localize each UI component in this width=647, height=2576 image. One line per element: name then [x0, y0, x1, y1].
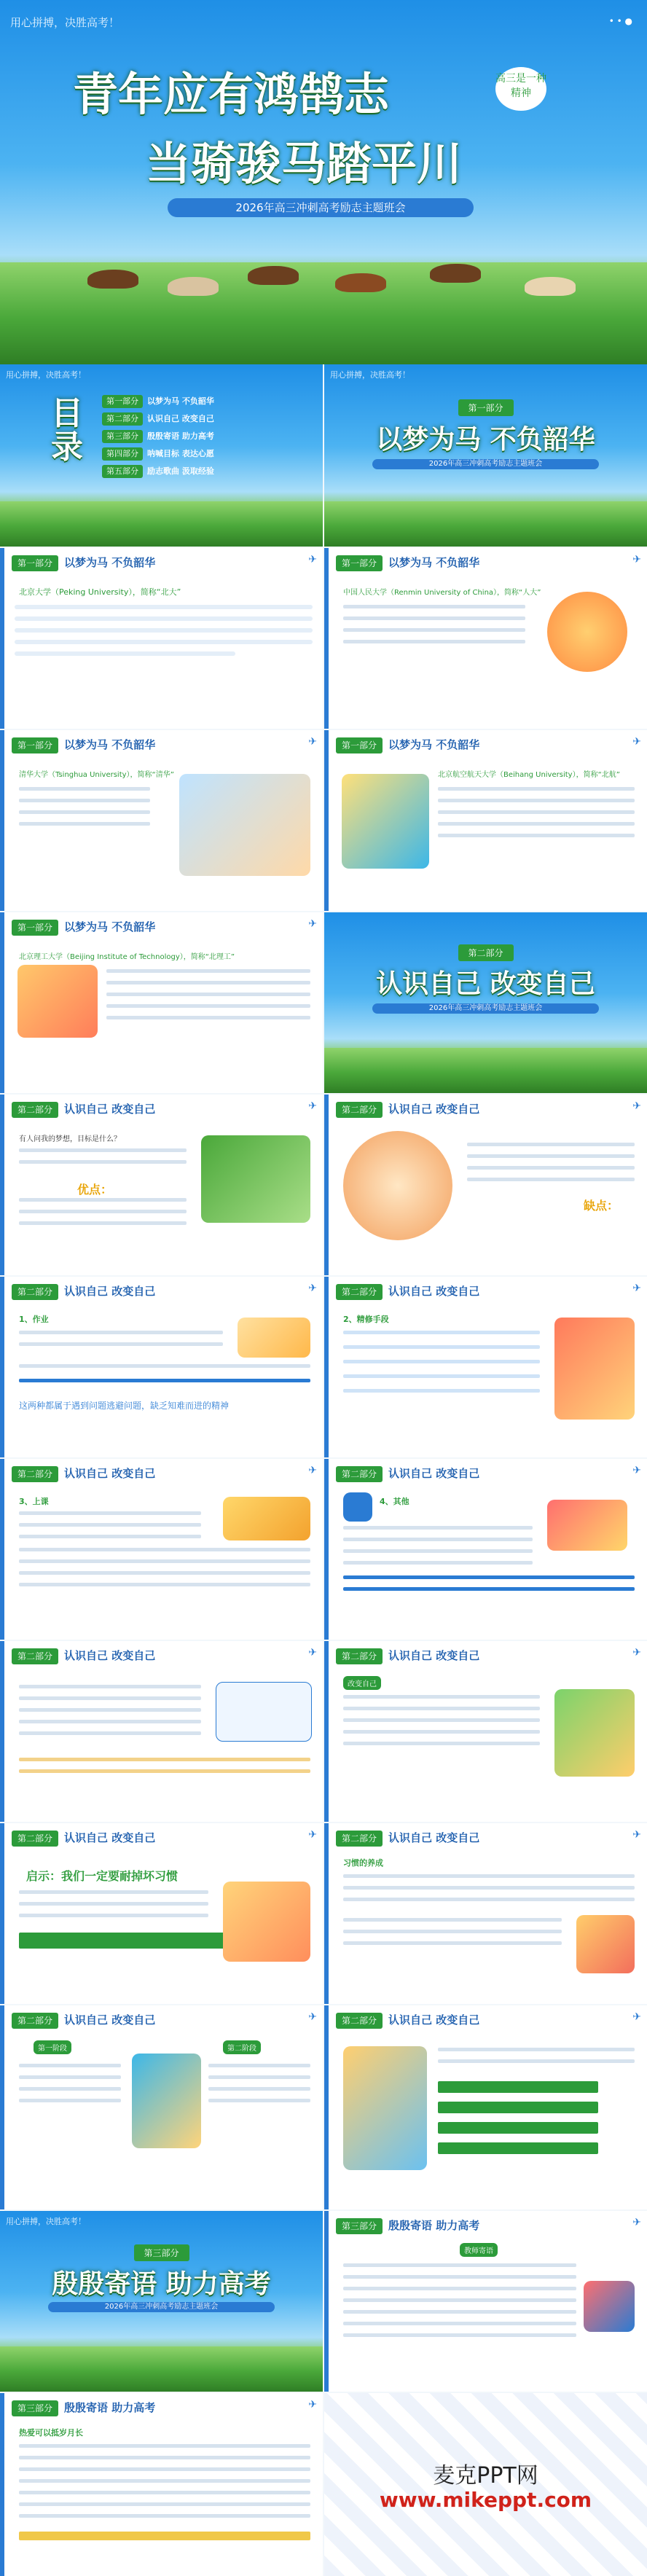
text-line — [19, 1758, 310, 1761]
text-line — [19, 1221, 187, 1225]
section-subtitle: 2026年高三冲刺高考励志主题班会 — [48, 2302, 274, 2312]
text-line — [343, 1538, 533, 1541]
part-tag: 第二部分 — [336, 1831, 383, 1847]
text-line — [343, 1930, 562, 1933]
text-line — [19, 2491, 310, 2494]
text-line — [343, 1360, 540, 1363]
text-line — [438, 2142, 598, 2154]
section-part-label: 第一部分 — [458, 399, 513, 416]
slide-title: 认识自己 改变自己 — [64, 1467, 156, 1480]
part-tag: 第二部分 — [336, 1466, 383, 1482]
slide-lead: 热爱可以抵岁月长 — [19, 2428, 83, 2438]
slide-lead: 2、精修手段 — [343, 1315, 389, 1324]
swirl-icon: ✈ — [632, 736, 641, 748]
slide-title: 认识自己 改变自己 — [64, 1103, 156, 1116]
hero-title-line1: 青年应有鸿鹄志 — [73, 68, 390, 121]
content-slide — [0, 912, 323, 1093]
grass-field — [0, 2346, 323, 2392]
section-subtitle: 2026年高三冲刺高考励志主题班会 — [372, 1003, 598, 1014]
text-line — [438, 810, 635, 814]
part-tag: 第二部分 — [12, 1466, 58, 1482]
text-line — [438, 2081, 598, 2093]
study-desk-illustration — [238, 1318, 310, 1358]
horse-illustration — [335, 273, 386, 292]
slide-lead: 4、其他 — [380, 1497, 409, 1506]
text-line — [19, 1914, 208, 1917]
swirl-icon: ✈ — [632, 1283, 641, 1294]
text-line — [19, 1379, 310, 1382]
swirl-icon: ✈ — [308, 2011, 317, 2023]
hero-title-line2: 当骑骏马踏平川 — [146, 137, 463, 190]
text-line — [467, 1178, 635, 1181]
text-line — [467, 1166, 635, 1170]
swirl-icon: ✈ — [308, 918, 317, 930]
toc-item[interactable]: 第五部分 励志歌曲 汲取经验 — [102, 465, 214, 478]
slide-lead: 3、上课 — [19, 1497, 49, 1506]
phase-one-label: 第一阶段 — [34, 2040, 71, 2054]
swirl-icon: ✈ — [308, 1465, 317, 1476]
text-line — [15, 651, 235, 656]
reading-illustration — [179, 774, 310, 876]
slide-title: 认识自己 改变自己 — [64, 2013, 156, 2027]
swirl-icon: ✈ — [308, 1100, 317, 1112]
toc-item[interactable]: 第二部分 认识自己 改变自己 — [102, 412, 214, 426]
text-line — [343, 2310, 576, 2314]
content-slide — [324, 1095, 647, 1275]
part-tag: 第一部分 — [336, 555, 383, 571]
text-line — [343, 1918, 562, 1922]
content-slide — [324, 1641, 647, 1822]
text-line — [343, 628, 525, 632]
running-boy-illustration — [132, 2054, 201, 2148]
text-line — [19, 1331, 223, 1334]
text-line — [343, 1549, 533, 1553]
toc-slide — [0, 364, 323, 547]
text-line — [19, 1933, 238, 1949]
horse-illustration — [430, 264, 481, 283]
text-line — [19, 2456, 310, 2459]
text-line — [467, 1143, 635, 1146]
text-line — [343, 640, 525, 643]
ruler-illustration — [223, 1497, 310, 1540]
toc-item[interactable]: 第一部分 以梦为马 不负韶华 — [102, 395, 214, 408]
text-line — [343, 2275, 576, 2279]
text-line — [208, 2075, 310, 2079]
text-line — [19, 1571, 310, 1575]
slide-lead: 改变自己 — [343, 1676, 381, 1690]
text-line — [19, 1902, 208, 1906]
text-line — [343, 2333, 576, 2337]
swirl-icon: ✈ — [632, 554, 641, 565]
swirl-icon: ✈ — [308, 1829, 317, 1841]
text-line — [19, 1559, 310, 1563]
strength-label: 优点： — [77, 1183, 113, 1197]
hero-slide — [0, 0, 647, 364]
swirl-icon: ✈ — [632, 2011, 641, 2023]
text-line — [15, 640, 313, 644]
text-line — [19, 1731, 201, 1735]
text-line — [19, 787, 150, 791]
part-tag: 第二部分 — [12, 2013, 58, 2029]
text-line — [19, 1342, 223, 1346]
text-line — [438, 834, 635, 837]
part-tag: 第二部分 — [12, 1648, 58, 1664]
text-line — [15, 605, 313, 609]
swirl-icon: ✈ — [632, 1465, 641, 1476]
text-line — [343, 2322, 576, 2325]
slide-footnote: 这两种都属于遇到问题逃避问题，缺乏知难而进的精神 — [19, 1401, 230, 1411]
text-line — [438, 822, 635, 826]
part-tag: 第二部分 — [336, 1102, 383, 1118]
content-slide — [0, 1459, 323, 1640]
text-line — [19, 2064, 121, 2067]
text-line — [208, 2087, 310, 2091]
slide-title: 认识自己 改变自己 — [388, 1103, 480, 1116]
slide-title: 认识自己 改变自己 — [64, 1649, 156, 1662]
text-line — [343, 1886, 635, 1890]
section-subtitle: 2026年高三冲刺高考励志主题班会 — [372, 459, 598, 469]
text-line — [438, 799, 635, 802]
text-line — [106, 969, 310, 973]
text-line — [208, 2099, 310, 2102]
girl-reading-illustration — [343, 1131, 452, 1240]
text-line — [19, 1708, 201, 1712]
text-line — [467, 1154, 635, 1158]
content-slide — [0, 2393, 323, 2576]
text-line — [343, 2298, 576, 2302]
text-line — [19, 2099, 121, 2102]
content-slide — [0, 1277, 323, 1457]
text-line — [343, 1695, 540, 1699]
slide-lead: 北京航空航天大学（Beihang University），简称“北航” — [438, 771, 620, 779]
content-slide — [324, 1459, 647, 1640]
content-slide — [324, 2005, 647, 2209]
slide-header: 用心拼搏，决胜高考！ — [6, 370, 86, 380]
part-tag: 第二部分 — [336, 2013, 383, 2029]
text-line — [343, 1561, 533, 1565]
text-line — [15, 628, 313, 633]
text-line — [106, 993, 310, 996]
slide-title: 殷殷寄语 助力高考 — [64, 2401, 156, 2414]
text-line — [343, 1526, 533, 1530]
text-line — [19, 1720, 201, 1723]
graduation-cap-illustration — [201, 1135, 310, 1223]
text-line — [343, 1345, 540, 1349]
stacked-books-illustration — [554, 1689, 635, 1777]
section-title: 以梦为马 不负韶华 — [376, 424, 595, 455]
text-line — [343, 1941, 562, 1945]
part-tag: 第一部分 — [12, 555, 58, 571]
text-line — [343, 1331, 540, 1334]
text-line — [19, 1198, 187, 1202]
section-title: 认识自己 改变自己 — [376, 968, 595, 999]
window-dots: • • ● — [608, 16, 632, 26]
kid-holding-book-illustration — [223, 1882, 310, 1962]
slide-title: 认识自己 改变自己 — [388, 2013, 480, 2027]
grass-field — [0, 501, 323, 547]
swirl-icon: ✈ — [632, 1829, 641, 1841]
text-line — [438, 2048, 635, 2051]
watermark-panel — [324, 2393, 647, 2576]
slide-lead: 1、作业 — [19, 1315, 49, 1324]
text-line — [19, 1583, 310, 1586]
swirl-icon: ✈ — [308, 1283, 317, 1294]
text-line — [19, 822, 150, 826]
hero-badge: 高三是一种精神 — [495, 67, 546, 111]
text-line — [19, 2467, 310, 2471]
weakness-label: 缺点： — [584, 1199, 619, 1213]
text-line — [106, 1016, 310, 1019]
slide-title: 殷殷寄语 助力高考 — [388, 2219, 480, 2232]
content-slide — [324, 2211, 647, 2392]
text-line — [19, 2444, 310, 2448]
text-line — [343, 2287, 576, 2290]
part-tag: 第二部分 — [12, 1831, 58, 1847]
swirl-icon: ✈ — [308, 736, 317, 748]
text-line — [19, 1210, 187, 1213]
slide-title: 以梦为马 不负韶华 — [64, 556, 156, 569]
part-tag: 第二部分 — [336, 1648, 383, 1664]
hero-subtitle: 2026年高三冲刺高考励志主题班会 — [168, 198, 474, 217]
pencil-illustration — [584, 2281, 635, 2332]
part-tag: 第二部分 — [12, 1102, 58, 1118]
text-line — [343, 2263, 576, 2267]
content-slide — [0, 2005, 323, 2209]
brand-url[interactable]: www.mikeppt.com — [379, 2488, 592, 2512]
slide-lead: 北京理工大学（Beijing Institute of Technology），简称“北理工” — [19, 953, 235, 961]
horse-illustration — [248, 266, 299, 285]
text-line — [438, 2102, 598, 2113]
pencil-illustration — [547, 1500, 627, 1551]
swirl-icon: ✈ — [632, 2217, 641, 2228]
text-line — [343, 1730, 540, 1734]
slide-header: 用心拼搏，决胜高考！ — [6, 2217, 86, 2226]
section-part-label: 第二部分 — [458, 944, 513, 961]
part-tag: 第一部分 — [336, 737, 383, 753]
grass-field — [324, 1048, 647, 1093]
swirl-icon: ✈ — [632, 1100, 641, 1112]
slide-title: 以梦为马 不负韶华 — [64, 738, 156, 751]
text-line — [19, 2502, 310, 2506]
slide-lead: 北京大学（Peking University），简称“北大” — [19, 587, 181, 597]
text-line — [106, 981, 310, 984]
slide-lead: 清华大学（Tsinghua University），简称“清华” — [19, 771, 174, 779]
text-line — [19, 1890, 208, 1894]
part-tag: 第三部分 — [12, 2400, 58, 2416]
books-illustration — [342, 774, 429, 869]
text-line — [19, 1511, 201, 1515]
section-title: 殷殷寄语 助力高考 — [52, 2268, 271, 2299]
text-line — [19, 2075, 121, 2079]
text-line — [19, 810, 150, 814]
text-line — [343, 1587, 635, 1591]
text-line — [19, 799, 150, 802]
text-line — [343, 1389, 540, 1393]
text-line — [15, 616, 313, 621]
text-line — [343, 605, 525, 608]
text-line — [343, 1898, 635, 1901]
slide-lead: 有人问我的梦想，目标是什么？ — [19, 1135, 121, 1143]
phase-two-label: 第二阶段 — [223, 2040, 261, 2054]
slide-title: 认识自己 改变自己 — [64, 1831, 156, 1844]
part-tag: 第三部分 — [336, 2218, 383, 2234]
slide-lead: 启示：我们一定要耐掉坏习惯 — [26, 1869, 179, 1883]
content-slide — [0, 1095, 323, 1275]
slide-title: 认识自己 改变自己 — [388, 1831, 480, 1844]
text-line — [19, 1535, 201, 1538]
part-tag: 第二部分 — [336, 1284, 383, 1300]
text-line — [343, 1742, 540, 1745]
text-line — [438, 2059, 635, 2063]
kids-jumping-illustration — [343, 2046, 427, 2170]
slide-title: 以梦为马 不负韶华 — [64, 920, 156, 933]
slide-title: 认识自己 改变自己 — [388, 1467, 480, 1480]
text-line — [19, 1364, 310, 1368]
text-line — [19, 1148, 187, 1152]
text-line — [343, 1874, 635, 1878]
campus-illustration — [17, 965, 98, 1038]
text-line — [19, 1548, 310, 1551]
brand-name: 麦克PPT网 — [433, 2463, 538, 2489]
slide-title: 以梦为马 不负韶华 — [388, 738, 480, 751]
toc-item[interactable]: 第三部分 殷殷寄语 助力高考 — [102, 430, 214, 443]
text-line — [19, 1160, 187, 1164]
text-line — [106, 1004, 310, 1008]
boy-studying-illustration — [554, 1318, 635, 1420]
content-slide — [0, 1641, 323, 1822]
slide-lead: 习惯的养成 — [343, 1858, 383, 1868]
book-icon — [343, 1492, 372, 1522]
text-line — [343, 1374, 540, 1378]
swirl-icon: ✈ — [308, 554, 317, 565]
section-slide-1 — [324, 364, 647, 547]
content-slide — [0, 730, 323, 911]
content-slide — [324, 1823, 647, 2004]
slide-title: 认识自己 改变自己 — [388, 1649, 480, 1662]
text-line — [19, 1769, 310, 1773]
text-line — [343, 1707, 540, 1710]
section-slide-2 — [324, 912, 647, 1093]
swirl-icon: ✈ — [632, 1647, 641, 1659]
child-illustration — [576, 1915, 635, 1973]
text-line — [19, 1523, 201, 1527]
text-line — [208, 2064, 310, 2067]
text-line — [438, 787, 635, 791]
text-line — [19, 2514, 310, 2518]
content-slide — [324, 548, 647, 729]
text-line — [343, 1718, 540, 1722]
toc-title: 目 录 — [51, 395, 83, 466]
toc-item[interactable]: 第四部分 呐喊目标 表达心愿 — [102, 447, 214, 461]
content-slide — [0, 548, 323, 729]
grass-field — [324, 501, 647, 547]
text-line — [19, 1696, 201, 1700]
content-slide — [0, 1823, 323, 2004]
hero-tagline: 用心拼搏，决胜高考！ — [10, 16, 120, 29]
part-tag: 第一部分 — [12, 737, 58, 753]
part-tag: 第一部分 — [12, 920, 58, 936]
section-part-label: 第三部分 — [133, 2244, 189, 2261]
horse-illustration — [168, 277, 219, 296]
slide-title: 认识自己 改变自己 — [388, 1285, 480, 1298]
slide-title: 以梦为马 不负韶华 — [388, 556, 480, 569]
swirl-icon: ✈ — [308, 2399, 317, 2411]
slide-lead: 中国人民大学（Renmin University of China），简称“人大” — [343, 589, 541, 597]
text-line — [19, 2479, 310, 2483]
slide-header: 用心拼搏，决胜高考！ — [330, 370, 410, 380]
part-tag: 第二部分 — [12, 1284, 58, 1300]
horse-illustration — [87, 270, 138, 289]
text-line — [438, 2122, 598, 2134]
text-line — [343, 616, 525, 620]
swirl-icon: ✈ — [308, 1647, 317, 1659]
slide-lead: 教师寄语 — [460, 2243, 498, 2257]
text-line — [19, 2087, 121, 2091]
content-slide — [324, 730, 647, 911]
text-line — [19, 2532, 310, 2540]
slide-title: 认识自己 改变自己 — [64, 1285, 156, 1298]
section-slide-3 — [0, 2211, 323, 2392]
text-line — [19, 1685, 201, 1688]
content-slide — [324, 1277, 647, 1457]
card-panel — [216, 1682, 312, 1742]
text-line — [343, 1575, 635, 1579]
student-illustration — [547, 592, 627, 672]
horse-illustration — [525, 277, 576, 296]
